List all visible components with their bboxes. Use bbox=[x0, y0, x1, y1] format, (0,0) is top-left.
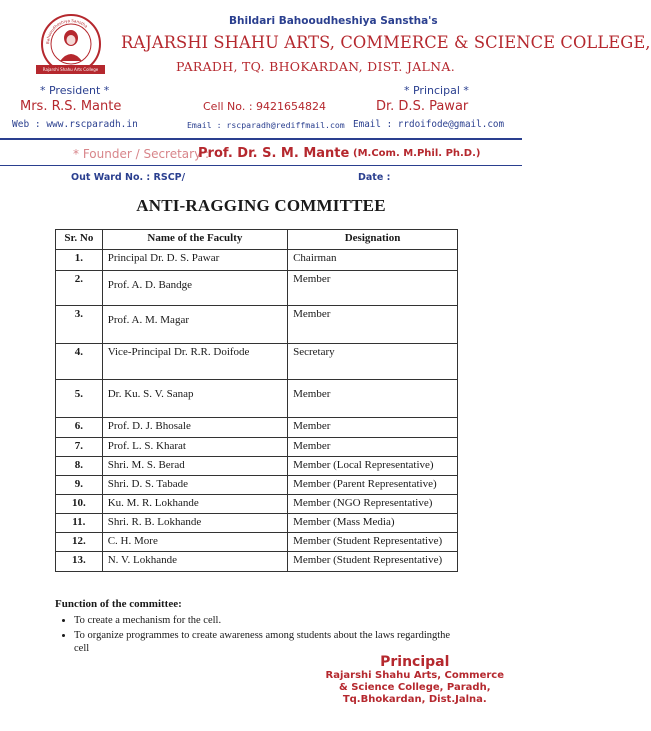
functions-list bbox=[52, 612, 454, 657]
row-faculty-name: Shri. R. B. Lokhande bbox=[102, 514, 287, 533]
row-faculty-name: Dr. Ku. S. V. Sanap bbox=[102, 380, 287, 418]
principal-stamp bbox=[326, 654, 504, 706]
row-faculty-name: Prof. L. S. Kharat bbox=[102, 438, 287, 457]
founder-label: * Founder / Secretary : bbox=[73, 147, 210, 161]
sanstha-name: Bhildari Bahooudheshiya Sanstha's bbox=[229, 15, 438, 27]
row-designation: Member (NGO Representative) bbox=[288, 495, 458, 514]
row-faculty-name: Principal Dr. D. S. Pawar bbox=[102, 250, 287, 271]
logo-banner: Rajarshi Shahu Arts College bbox=[36, 65, 105, 74]
row-designation: Chairman bbox=[288, 250, 458, 271]
college-address: PARADH, TQ. BHOKARDAN, DIST. JALNA. bbox=[176, 59, 455, 74]
row-designation: Member (Student Representative) bbox=[288, 552, 458, 572]
list-item: • To organize programmes to create awareness among students about the laws regardingthe cell bbox=[74, 629, 454, 655]
header-faculty-name: Name of the Faculty bbox=[102, 230, 287, 250]
row-designation: Member (Mass Media) bbox=[288, 514, 458, 533]
cell-number: Cell No. : 9421654824 bbox=[203, 100, 327, 113]
row-designation: Member (Student Representative) bbox=[288, 533, 458, 552]
row-designation: Secretary bbox=[288, 344, 458, 380]
college-name: RAJARSHI SHAHU ARTS, COMMERCE & SCIENCE COLLEGE, bbox=[121, 33, 651, 52]
table-row bbox=[56, 380, 458, 418]
date-field: Date : bbox=[358, 172, 391, 183]
row-designation: Member bbox=[288, 271, 458, 306]
row-faculty-name: Ku. M. R. Lokhande bbox=[102, 495, 287, 514]
table-row bbox=[56, 514, 458, 533]
header-divider bbox=[0, 138, 522, 140]
founder-divider bbox=[0, 165, 522, 166]
table-row bbox=[56, 476, 458, 495]
committee-table bbox=[55, 229, 458, 572]
table-row bbox=[56, 418, 458, 438]
row-faculty-name: Prof. D. J. Bhosale bbox=[102, 418, 287, 438]
row-faculty-name: Prof. A. D. Bandge bbox=[102, 271, 287, 306]
row-designation: Member bbox=[288, 306, 458, 344]
row-faculty-name: N. V. Lokhande bbox=[102, 552, 287, 572]
stamp-line: & Science College, Paradh, bbox=[339, 682, 491, 693]
row-sr-no: 12. bbox=[56, 533, 103, 552]
row-designation: Member bbox=[288, 438, 458, 457]
principal-name: Dr. D.S. Pawar bbox=[376, 99, 469, 114]
website-link[interactable]: Web : www.rscparadh.in bbox=[12, 119, 138, 130]
row-sr-no: 6. bbox=[56, 418, 103, 438]
row-designation: Member (Local Representative) bbox=[288, 457, 458, 476]
table-row bbox=[56, 344, 458, 380]
table-header-row bbox=[56, 230, 458, 250]
founder-qualifications: (M.Com. M.Phil. Ph.D.) bbox=[353, 148, 481, 159]
table-row bbox=[56, 495, 458, 514]
row-sr-no: 3. bbox=[56, 306, 103, 344]
stamp-title: Principal bbox=[380, 654, 450, 670]
table-row bbox=[56, 306, 458, 344]
table-row bbox=[56, 271, 458, 306]
stamp-line: Tq.Bhokardan, Dist.Jalna. bbox=[342, 694, 487, 705]
president-name: Mrs. R.S. Mante bbox=[20, 99, 122, 114]
college-email-link[interactable]: Email : rscparadh@rediffmail.com bbox=[187, 120, 345, 130]
row-sr-no: 5. bbox=[56, 380, 103, 418]
logo-arc-text: Bahooudheshiya Sanstha bbox=[44, 17, 89, 45]
principal-role: * Principal * bbox=[404, 84, 469, 97]
row-designation: Member bbox=[288, 380, 458, 418]
document-title: ANTI-RAGGING COMMITTEE bbox=[136, 196, 386, 215]
header-designation: Designation bbox=[288, 230, 458, 250]
row-designation: Member (Parent Representative) bbox=[288, 476, 458, 495]
header-sr-no: Sr. No bbox=[56, 230, 103, 250]
row-sr-no: 13. bbox=[56, 552, 103, 572]
row-sr-no: 1. bbox=[56, 250, 103, 271]
row-sr-no: 10. bbox=[56, 495, 103, 514]
table-row bbox=[56, 552, 458, 572]
principal-email-link[interactable]: Email : rrdoifode@gmail.com bbox=[353, 119, 505, 130]
founder-name: Prof. Dr. S. M. Mante bbox=[198, 146, 350, 161]
row-faculty-name: Shri. D. S. Tabade bbox=[102, 476, 287, 495]
table-row bbox=[56, 457, 458, 476]
row-sr-no: 9. bbox=[56, 476, 103, 495]
row-faculty-name: C. H. More bbox=[102, 533, 287, 552]
table-row bbox=[56, 250, 458, 271]
row-sr-no: 2. bbox=[56, 271, 103, 306]
table-row bbox=[56, 438, 458, 457]
president-role: * President * bbox=[40, 84, 110, 97]
row-sr-no: 8. bbox=[56, 457, 103, 476]
row-sr-no: 11. bbox=[56, 514, 103, 533]
row-faculty-name: Shri. M. S. Berad bbox=[102, 457, 287, 476]
table-row bbox=[56, 533, 458, 552]
row-sr-no: 4. bbox=[56, 344, 103, 380]
row-designation: Member bbox=[288, 418, 458, 438]
row-faculty-name: Prof. A. M. Magar bbox=[102, 306, 287, 344]
stamp-line: Rajarshi Shahu Arts, Commerce bbox=[325, 670, 504, 681]
functions-heading: Function of the committee: bbox=[55, 598, 182, 610]
list-item: • To create a mechanism for the cell. bbox=[74, 614, 454, 627]
row-faculty-name: Vice-Principal Dr. R.R. Doifode bbox=[102, 344, 287, 380]
row-sr-no: 7. bbox=[56, 438, 103, 457]
outward-number: Out Ward No. : RSCP/ bbox=[71, 172, 186, 183]
